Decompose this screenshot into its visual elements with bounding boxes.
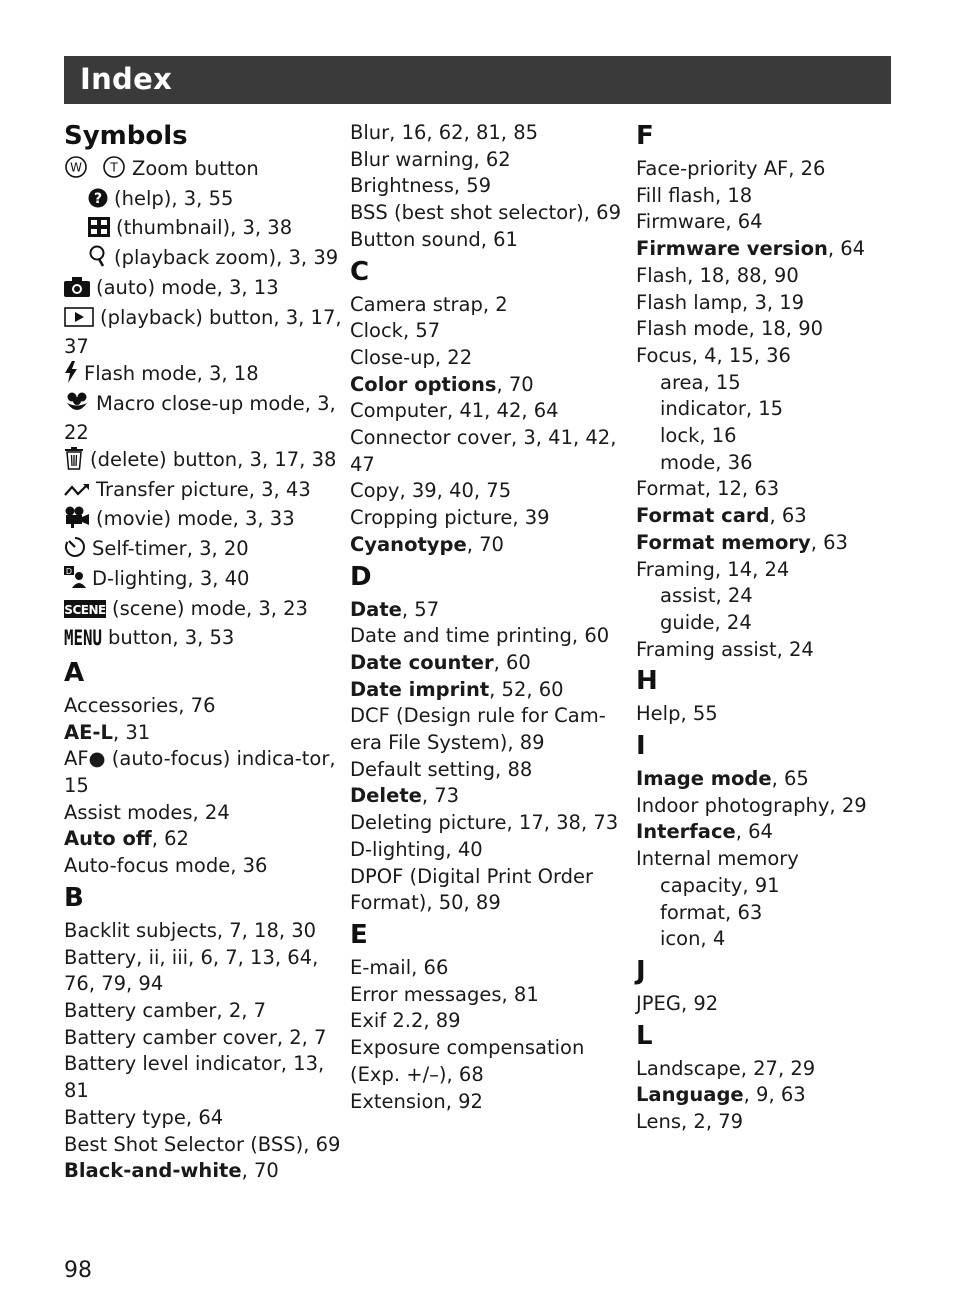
index-text: Brightness, 59 xyxy=(350,174,492,198)
index-entry xyxy=(64,998,344,1025)
index-entry xyxy=(350,1008,630,1035)
index-subentry xyxy=(636,423,916,450)
svg-text:MENU: MENU xyxy=(64,626,102,651)
index-text: Battery type, 64 xyxy=(64,1105,224,1129)
index-text: , 57 xyxy=(401,597,440,621)
index-entry xyxy=(64,853,344,880)
section-heading: D xyxy=(350,561,372,592)
index-entry xyxy=(350,982,630,1009)
index-subentry xyxy=(636,926,916,953)
index-entry xyxy=(636,263,916,290)
index-text: Focus, 4, 15, 36 xyxy=(636,343,791,367)
help-icon xyxy=(88,188,108,216)
index-text: , 31 xyxy=(112,720,151,744)
index-text: indicator, 15 xyxy=(660,397,784,421)
index-text: Assist modes, 24 xyxy=(64,800,230,824)
index-text: capacity, 91 xyxy=(660,873,780,897)
index-term-bold: Date imprint xyxy=(350,677,490,701)
index-entry xyxy=(350,318,630,345)
index-entry xyxy=(64,275,344,305)
index-entry xyxy=(64,156,344,186)
index-text: Self-timer, 3, 20 xyxy=(92,537,249,561)
index-text: Landscape, 27, 29 xyxy=(636,1056,816,1080)
index-entry xyxy=(636,476,916,503)
svg-text:D: D xyxy=(65,566,73,576)
index-text: icon, 4 xyxy=(660,927,726,951)
section-heading: C xyxy=(350,256,370,287)
index-term-bold: Color options xyxy=(350,372,497,396)
index-entry xyxy=(64,800,344,827)
index-text: (playback) button, 3, 17, 37 xyxy=(64,305,342,359)
index-text: Backlit subjects, 7, 18, 30 xyxy=(64,918,317,942)
index-column-2 xyxy=(350,120,630,1115)
index-text: , 9, 63 xyxy=(743,1083,806,1107)
index-text: DPOF (Digital Print Order Format), 50, 89 xyxy=(350,864,594,915)
index-entry xyxy=(64,1158,344,1185)
index-entry xyxy=(64,1132,344,1159)
index-column-3 xyxy=(636,120,916,1136)
index-term-bold: Date counter xyxy=(350,650,494,674)
index-subentry xyxy=(636,900,916,927)
index-entry xyxy=(64,391,344,447)
index-term-bold: Cyanotype xyxy=(350,532,467,556)
index-text: Battery level indicator, 13, 81 xyxy=(64,1052,325,1103)
flash-icon xyxy=(64,361,78,391)
index-text: Exif 2.2, 89 xyxy=(350,1009,461,1033)
index-text: Framing, 14, 24 xyxy=(636,557,790,581)
playback-icon xyxy=(64,307,94,335)
index-entry xyxy=(636,819,916,846)
index-term-bold: Format memory xyxy=(636,530,811,554)
index-entry xyxy=(350,173,630,200)
index-text: Exposure compensation (Exp. +/–), 68 xyxy=(350,1036,585,1086)
index-text: AF● (auto-focus) indica-tor, 15 xyxy=(64,747,336,798)
index-entry xyxy=(350,757,630,784)
index-term-bold: Format card xyxy=(636,504,770,528)
index-text: Flash, 18, 88, 90 xyxy=(636,263,799,287)
section-heading: J xyxy=(636,955,646,986)
index-term-bold: Interface xyxy=(636,820,736,844)
index-text: Cropping picture, 39 xyxy=(350,506,550,530)
index-text: D-lighting, 40 xyxy=(350,837,483,861)
index-column-1 xyxy=(64,120,344,1185)
page-title: Index xyxy=(80,62,173,96)
section-heading: I xyxy=(636,731,646,762)
index-entry xyxy=(636,557,916,584)
index-text: , 63 xyxy=(810,530,848,554)
index-text: button, 3, 53 xyxy=(108,626,235,650)
index-subentry xyxy=(64,186,344,216)
index-entry xyxy=(64,1105,344,1132)
index-text: , 62 xyxy=(151,827,189,851)
svg-text:T: T xyxy=(110,160,118,175)
index-entry xyxy=(64,361,344,391)
svg-text:SCENE: SCENE xyxy=(64,602,106,617)
index-text: (scene) mode, 3, 23 xyxy=(112,596,308,620)
transfer-icon xyxy=(64,480,90,507)
section-heading: H xyxy=(636,666,658,697)
index-text: Format, 12, 63 xyxy=(636,477,780,501)
index-text: Battery camber cover, 2, 7 xyxy=(64,1025,327,1049)
index-text: (auto) mode, 3, 13 xyxy=(96,275,279,299)
index-text: Date and time printing, 60 xyxy=(350,624,610,648)
index-entry xyxy=(350,532,630,559)
page-number: 98 xyxy=(64,1258,92,1283)
index-text: Button sound, 61 xyxy=(350,227,518,251)
index-text: mode, 36 xyxy=(660,450,753,474)
index-entry xyxy=(350,398,630,425)
index-entry xyxy=(64,1025,344,1052)
index-entry xyxy=(350,147,630,174)
index-text: Copy, 39, 40, 75 xyxy=(350,479,512,503)
index-text: Help, 55 xyxy=(636,702,718,726)
section-heading: L xyxy=(636,1020,653,1051)
playback-zoom-icon xyxy=(88,245,108,275)
self-timer-icon xyxy=(64,536,86,566)
index-entry xyxy=(350,597,630,624)
index-text: Error messages, 81 xyxy=(350,982,539,1006)
index-text: D-lighting, 3, 40 xyxy=(92,566,250,590)
index-text: , 63 xyxy=(769,504,807,528)
index-text: Clock, 57 xyxy=(350,319,441,343)
index-term-bold: Delete xyxy=(350,784,422,808)
zoom-wt-icon xyxy=(64,156,126,186)
index-entry xyxy=(64,596,344,626)
index-entry xyxy=(636,766,916,793)
index-entry xyxy=(64,477,344,507)
index-text: , 70 xyxy=(496,372,534,396)
index-text: , 64 xyxy=(735,820,773,844)
index-subentry xyxy=(636,583,916,610)
menu-icon xyxy=(64,625,102,655)
index-entry xyxy=(64,1051,344,1104)
index-text: Blur warning, 62 xyxy=(350,147,511,171)
index-text: Best Shot Selector (BSS), 69 xyxy=(64,1132,341,1156)
section-heading: F xyxy=(636,121,654,151)
index-text: Internal memory xyxy=(636,847,799,871)
index-entry xyxy=(636,701,916,728)
index-subentry xyxy=(636,396,916,423)
index-entry xyxy=(64,536,344,566)
index-entry xyxy=(64,447,344,477)
index-entry xyxy=(350,345,630,372)
thumbnail-icon xyxy=(88,217,110,245)
trash-icon xyxy=(64,447,84,477)
index-entry xyxy=(64,826,344,853)
index-text: (movie) mode, 3, 33 xyxy=(96,507,295,531)
index-entry xyxy=(350,200,630,227)
index-text: , 73 xyxy=(421,784,460,808)
index-entry xyxy=(350,703,630,756)
scene-icon xyxy=(64,599,106,626)
index-text: Zoom button xyxy=(132,157,259,180)
index-entry xyxy=(636,530,916,557)
index-entry xyxy=(636,156,916,183)
index-text: DCF (Design rule for Cam-era File System), 89 xyxy=(350,704,606,755)
index-text: , 65 xyxy=(771,767,809,791)
index-text: Accessories, 76 xyxy=(64,693,216,717)
index-entry xyxy=(64,746,344,799)
index-entry xyxy=(636,846,916,873)
index-entry xyxy=(64,566,344,596)
index-text: Framing assist, 24 xyxy=(636,637,814,661)
index-entry xyxy=(636,1056,916,1083)
index-entry xyxy=(350,292,630,319)
index-text: area, 15 xyxy=(660,370,741,394)
index-text: Blur, 16, 62, 81, 85 xyxy=(350,121,539,144)
section-heading: A xyxy=(64,657,85,688)
index-entry xyxy=(350,837,630,864)
index-entry xyxy=(350,227,630,254)
index-text: Default setting, 88 xyxy=(350,757,533,781)
index-entry xyxy=(350,425,630,478)
index-entry xyxy=(64,506,344,536)
index-text: Close-up, 22 xyxy=(350,345,473,369)
svg-text:?: ? xyxy=(93,190,103,207)
index-entry xyxy=(636,637,916,664)
index-text: (delete) button, 3, 17, 38 xyxy=(90,448,337,472)
index-entry xyxy=(350,623,630,650)
index-text: lock, 16 xyxy=(660,424,737,448)
section-heading: B xyxy=(64,882,84,913)
index-entry xyxy=(350,372,630,399)
index-entry xyxy=(350,505,630,532)
index-text: , 70 xyxy=(241,1159,279,1183)
index-entry xyxy=(636,1109,916,1136)
index-entry xyxy=(350,1035,630,1088)
index-entry xyxy=(636,991,916,1018)
index-text: , 60 xyxy=(493,650,531,674)
index-text: Transfer picture, 3, 43 xyxy=(96,477,311,501)
index-text: Flash mode, 3, 18 xyxy=(84,361,259,385)
section-heading: Symbols xyxy=(64,121,188,151)
index-entry xyxy=(636,290,916,317)
index-entry xyxy=(64,305,344,361)
index-term-bold: Firmware version xyxy=(636,237,828,261)
index-subentry xyxy=(636,450,916,477)
index-entry xyxy=(350,1089,630,1116)
index-entry xyxy=(64,693,344,720)
index-text: Battery camber, 2, 7 xyxy=(64,998,267,1022)
index-text: guide, 24 xyxy=(660,610,752,634)
camera-icon xyxy=(64,277,90,305)
index-entry xyxy=(350,955,630,982)
index-text: E-mail, 66 xyxy=(350,955,449,979)
index-entry xyxy=(636,793,916,820)
index-text: Computer, 41, 42, 64 xyxy=(350,399,559,423)
index-entry xyxy=(350,120,630,147)
index-entry xyxy=(64,918,344,945)
index-entry xyxy=(350,783,630,810)
index-text: (help), 3, 55 xyxy=(114,186,234,210)
index-text: Lens, 2, 79 xyxy=(636,1110,744,1134)
index-term-bold: AE-L xyxy=(64,720,113,744)
index-text: , 64 xyxy=(827,237,866,261)
index-text: Face-priority AF, 26 xyxy=(636,157,826,180)
index-text: Firmware, 64 xyxy=(636,210,763,234)
index-text: BSS (best shot selector), 69 xyxy=(350,201,621,225)
index-subentry xyxy=(636,610,916,637)
index-text: , 52, 60 xyxy=(489,677,564,701)
index-entry xyxy=(636,1082,916,1109)
index-subentry xyxy=(636,370,916,397)
index-text: Camera strap, 2 xyxy=(350,292,508,316)
index-text: Flash mode, 18, 90 xyxy=(636,317,824,341)
index-text: (thumbnail), 3, 38 xyxy=(116,216,293,240)
movie-icon xyxy=(64,506,90,536)
index-text: Deleting picture, 17, 38, 73 xyxy=(350,811,619,835)
index-text: format, 63 xyxy=(660,900,763,924)
index-entry xyxy=(350,810,630,837)
macro-icon xyxy=(64,391,90,421)
index-entry xyxy=(636,209,916,236)
index-entry xyxy=(350,677,630,704)
index-text: Auto-focus mode, 36 xyxy=(64,854,268,878)
index-entry xyxy=(636,343,916,370)
index-entry xyxy=(636,316,916,343)
index-text: Flash lamp, 3, 19 xyxy=(636,290,805,314)
index-text: Extension, 92 xyxy=(350,1089,483,1113)
index-text: Connector cover, 3, 41, 42, 47 xyxy=(350,426,617,476)
index-entry xyxy=(64,720,344,747)
index-entry xyxy=(636,183,916,210)
index-text: Fill flash, 18 xyxy=(636,183,753,207)
index-term-bold: Image mode xyxy=(636,767,772,791)
index-subentry xyxy=(64,245,344,275)
index-entry xyxy=(64,945,344,998)
index-entry xyxy=(64,625,344,655)
index-text: (playback zoom), 3, 39 xyxy=(114,246,339,270)
index-term-bold: Date xyxy=(350,597,402,621)
index-entry xyxy=(350,650,630,677)
index-entry xyxy=(350,864,630,917)
index-text: assist, 24 xyxy=(660,584,753,608)
index-term-bold: Auto off xyxy=(64,827,152,851)
index-term-bold: Black-and-white xyxy=(64,1159,242,1183)
index-subentry xyxy=(64,215,344,245)
index-subentry xyxy=(636,873,916,900)
index-entry xyxy=(636,236,916,263)
d-lighting-icon xyxy=(64,566,86,596)
index-text: Macro close-up mode, 3, 22 xyxy=(64,391,336,445)
index-term-bold: Language xyxy=(636,1083,744,1107)
index-text: Battery, ii, iii, 6, 7, 13, 64, 76, 79, 94 xyxy=(64,945,319,996)
index-text: Indoor photography, 29 xyxy=(636,793,867,817)
section-heading: E xyxy=(350,919,368,950)
index-entry xyxy=(636,503,916,530)
index-text: JPEG, 92 xyxy=(636,991,719,1015)
index-text: , 70 xyxy=(466,532,504,556)
index-entry xyxy=(350,478,630,505)
index-title-bar xyxy=(64,56,891,104)
svg-text:W: W xyxy=(70,160,82,175)
